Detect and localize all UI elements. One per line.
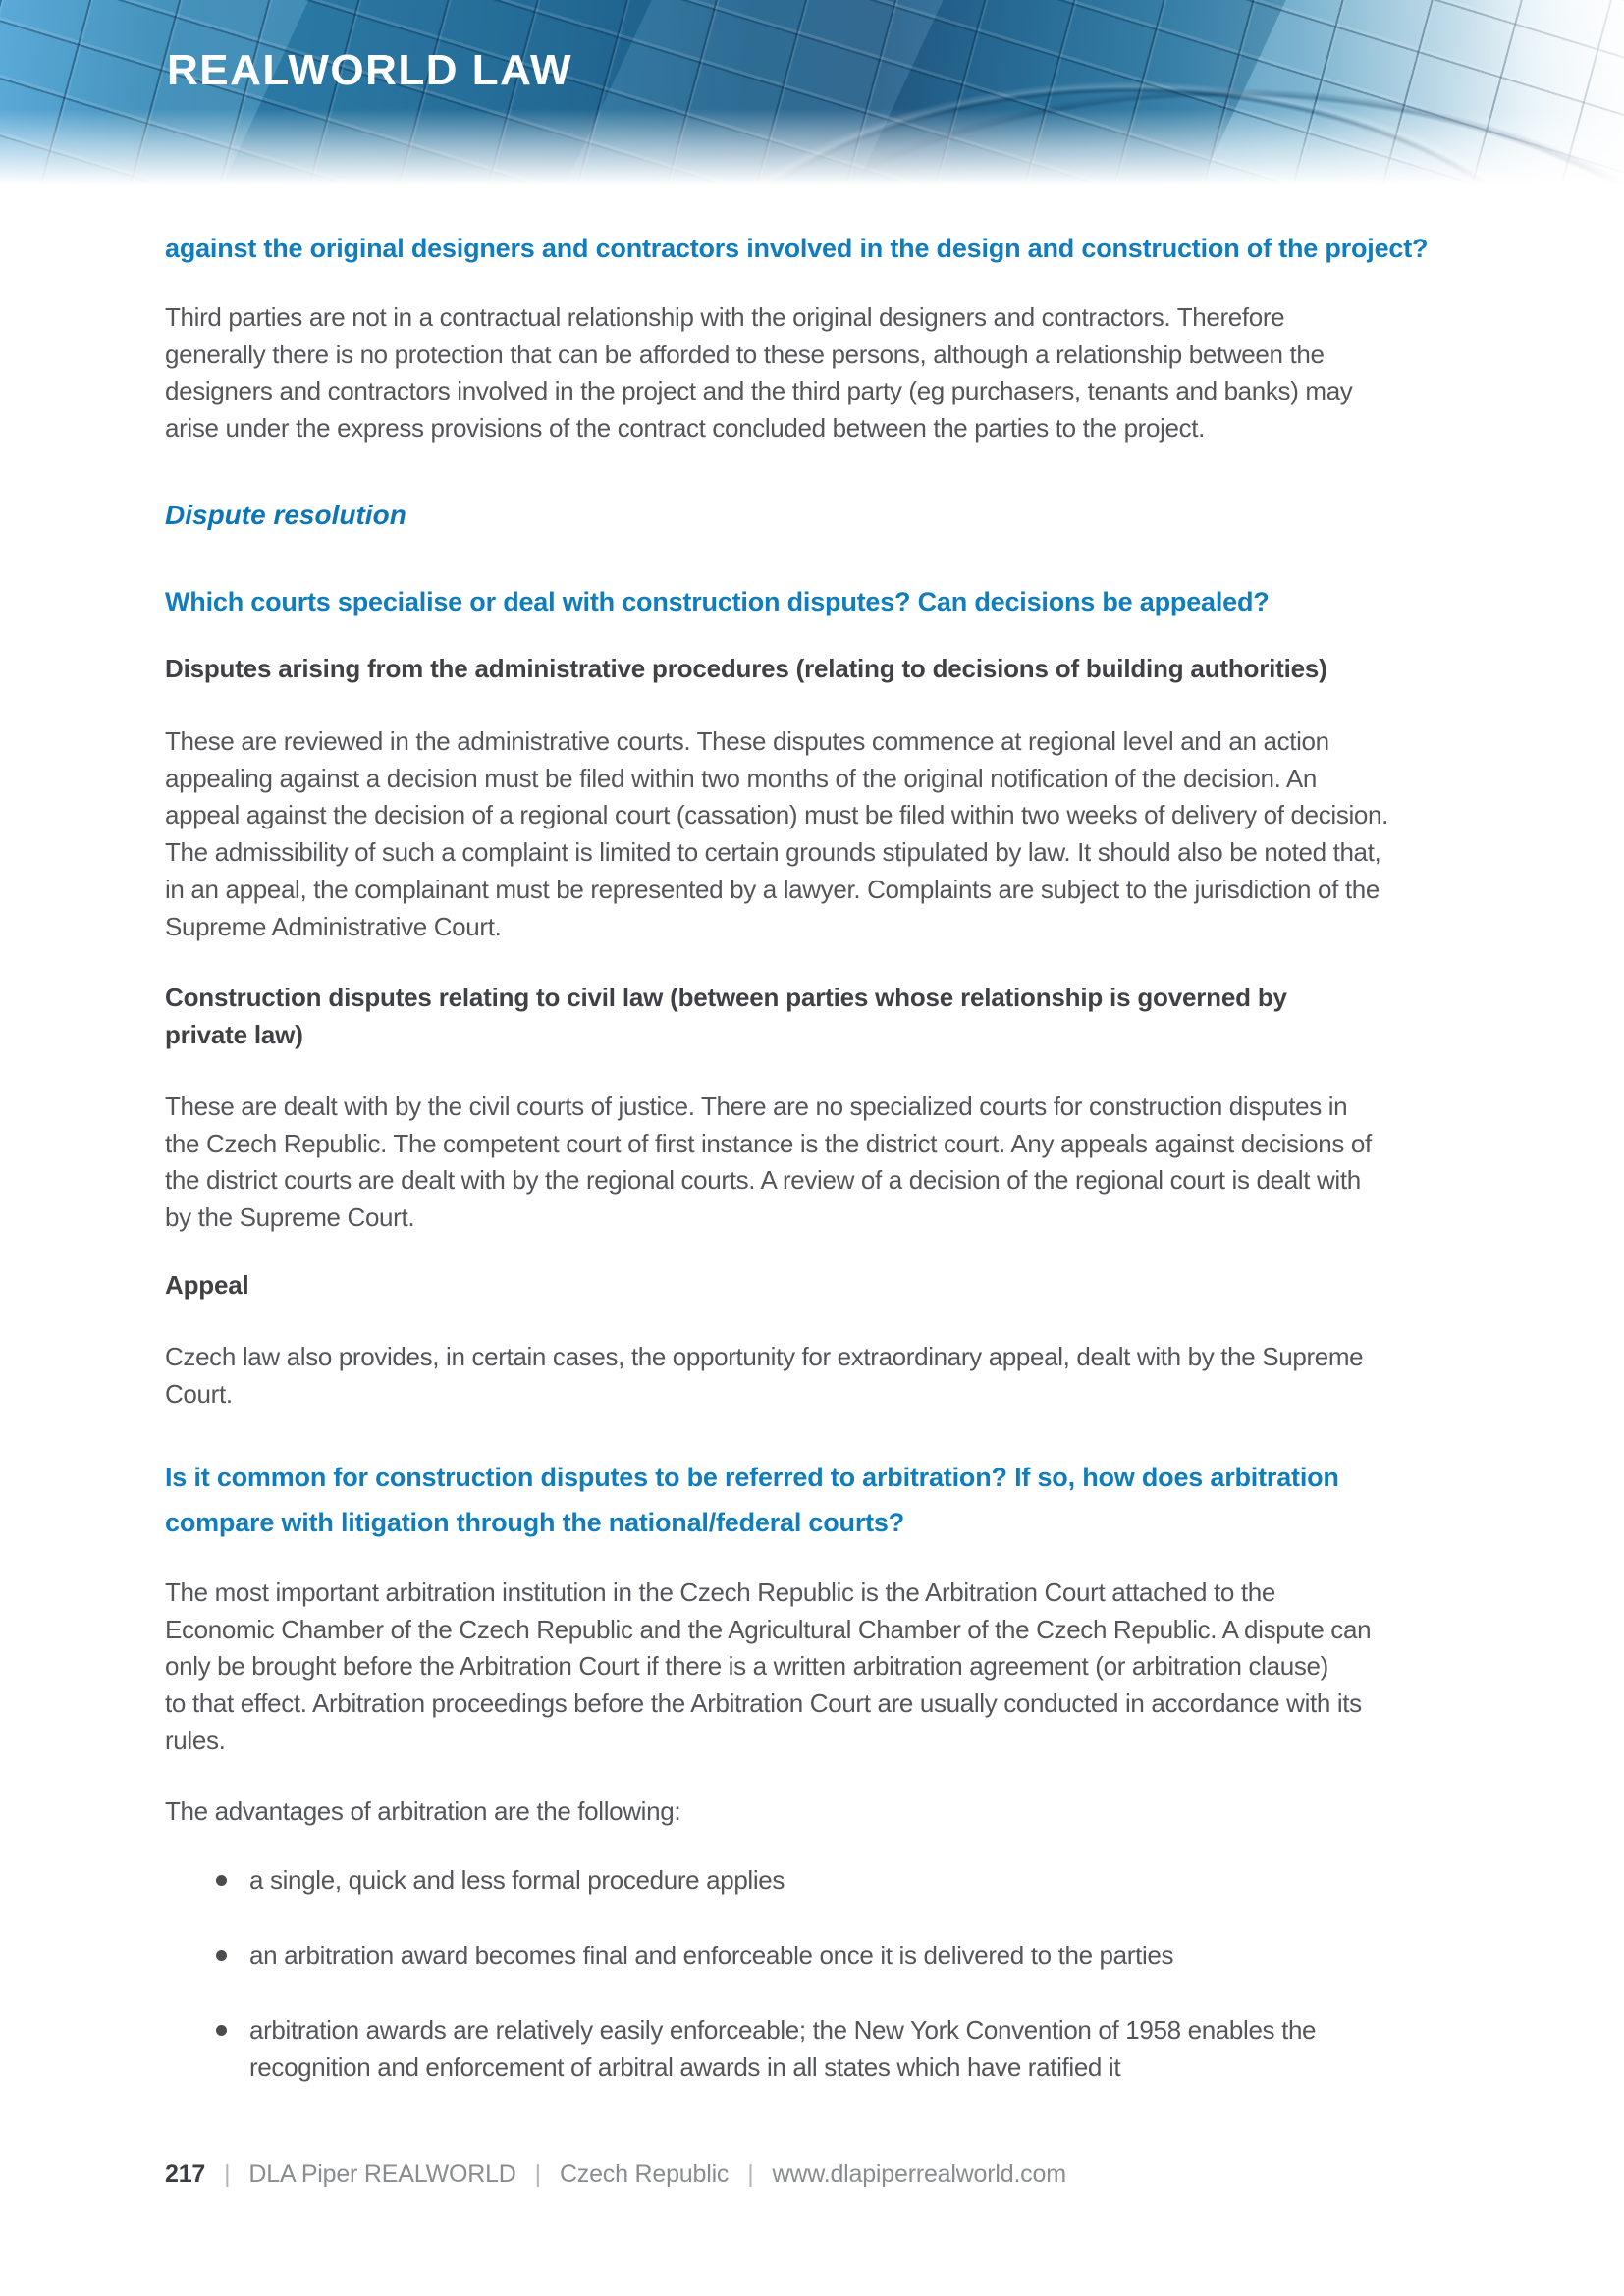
header-banner	[0, 0, 1624, 194]
text-line: appeal against the decision of a regional court (cassation) must be filed within two weeks of delivery of decision.	[165, 800, 1389, 830]
subheading	[165, 650, 1471, 687]
footer-brand: DLA Piper REALWORLD	[248, 2161, 516, 2188]
paragraph	[165, 1793, 1471, 1831]
text-line: These are dealt with by the civil courts of justice. There are no specialized courts for construction disputes in	[165, 1092, 1348, 1121]
question-heading	[165, 1455, 1471, 1545]
text-line: designers and contractors involved in the project and the third party (eg purchasers, tenants and banks) may	[165, 376, 1353, 406]
text-line: by the Supreme Court.	[165, 1202, 415, 1233]
text-line: against the original designers and contractors involved in the design and construction of the project?	[165, 234, 1429, 263]
question-heading	[165, 226, 1471, 271]
paragraph	[165, 1575, 1471, 1760]
text-line: Czech law also provides, in certain cases, the opportunity for extraordinary appeal, dealt with by the Supreme	[165, 1342, 1364, 1371]
text-line: Dispute resolution	[165, 500, 406, 530]
text-line: arbitration awards are relatively easily enforceable; the New York Convention of 1958 enables the	[249, 2015, 1317, 2045]
paragraph	[165, 299, 1471, 448]
text-line: Which courts specialise or deal with construction disputes? Can decisions be appealed?	[165, 587, 1270, 616]
text-line: recognition and enforcement of arbitral awards in all states which have ratified it	[249, 2052, 1121, 2082]
subheading	[165, 1266, 1471, 1304]
text-line: private law)	[165, 1020, 303, 1049]
text-line: the Czech Republic. The competent court of first instance is the district court. Any appeals against decisions of	[165, 1128, 1372, 1158]
bullet-icon	[216, 2025, 227, 2036]
footer-website-link[interactable]: www.dlapiperrealworld.com	[772, 2161, 1066, 2188]
text-line: in an appeal, the complainant must be represented by a lawyer. Complaints are subject to the jurisdiction of the	[165, 874, 1380, 904]
section-label	[165, 496, 1471, 535]
text-line: Construction disputes relating to civil law (between parties whose relationship is governed by	[165, 983, 1287, 1012]
text-line: the district courts are dealt with by the regional courts. A review of a decision of the regional court is dealt with	[165, 1165, 1361, 1196]
text-line: a single, quick and less formal procedure applies	[249, 1865, 785, 1895]
text-line: only be brought before the Arbitration Court if there is a written arbitration agreement (or arbitration clause)	[165, 1651, 1328, 1682]
paragraph	[165, 723, 1471, 945]
brand-title: REALWORLD LAW	[167, 46, 573, 94]
text-line: compare with litigation through the national/federal courts?	[165, 1508, 905, 1537]
text-line: Is it common for construction disputes to be referred to arbitration? If so, how does arbitration	[165, 1463, 1339, 1492]
footer-country: Czech Republic	[559, 2161, 730, 2188]
text-line: Court.	[165, 1378, 233, 1409]
text-line: generally there is no protection that can be afforded to these persons, although a relationship between the	[165, 339, 1325, 369]
text-line: The admissibility of such a complaint is limited to certain grounds stipulated by law. It should also be noted that,	[165, 837, 1381, 868]
bullet-icon	[216, 1950, 227, 1961]
paragraph	[165, 1339, 1471, 1413]
page-number: 217	[165, 2161, 206, 2188]
text-line: arise under the express provisions of the contract concluded between the parties to the project.	[165, 413, 1206, 444]
text-line: an arbitration award becomes final and enforceable once it is delivered to the parties	[249, 1941, 1174, 1970]
text-line: to that effect. Arbitration proceedings before the Arbitration Court are usually conducted in accordance with its	[165, 1688, 1362, 1719]
list-item	[165, 2012, 1471, 2086]
text-line: Appeal	[165, 1270, 249, 1300]
paragraph	[165, 1089, 1471, 1237]
text-line: Supreme Administrative Court.	[165, 911, 502, 941]
list-item	[165, 1862, 1471, 1899]
text-line: rules.	[165, 1725, 226, 1755]
list-item	[165, 1938, 1471, 1975]
text-line: appealing against a decision must be filed within two months of the original notification of the decision. An	[165, 763, 1318, 793]
text-line: These are reviewed in the administrative courts. These disputes commence at regional level and an action	[165, 726, 1329, 756]
subheading	[165, 979, 1471, 1053]
bullet-icon	[216, 1875, 227, 1886]
text-line: The advantages of arbitration are the following:	[165, 1796, 681, 1826]
text-line: The most important arbitration institution in the Czech Republic is the Arbitration Court attached to the	[165, 1577, 1275, 1607]
question-heading	[165, 579, 1471, 624]
text-line: Disputes arising from the administrative procedures (relating to decisions of building authorities)	[165, 654, 1327, 683]
page-footer	[165, 2158, 1066, 2191]
text-line: Third parties are not in a contractual relationship with the original designers and contractors. Therefore	[165, 302, 1285, 332]
footer-separator: |	[747, 2161, 754, 2188]
text-line: Economic Chamber of the Czech Republic and the Agricultural Chamber of the Czech Republic. A dispute can	[165, 1614, 1372, 1644]
footer-separator: |	[534, 2161, 541, 2188]
footer-separator: |	[224, 2161, 231, 2188]
